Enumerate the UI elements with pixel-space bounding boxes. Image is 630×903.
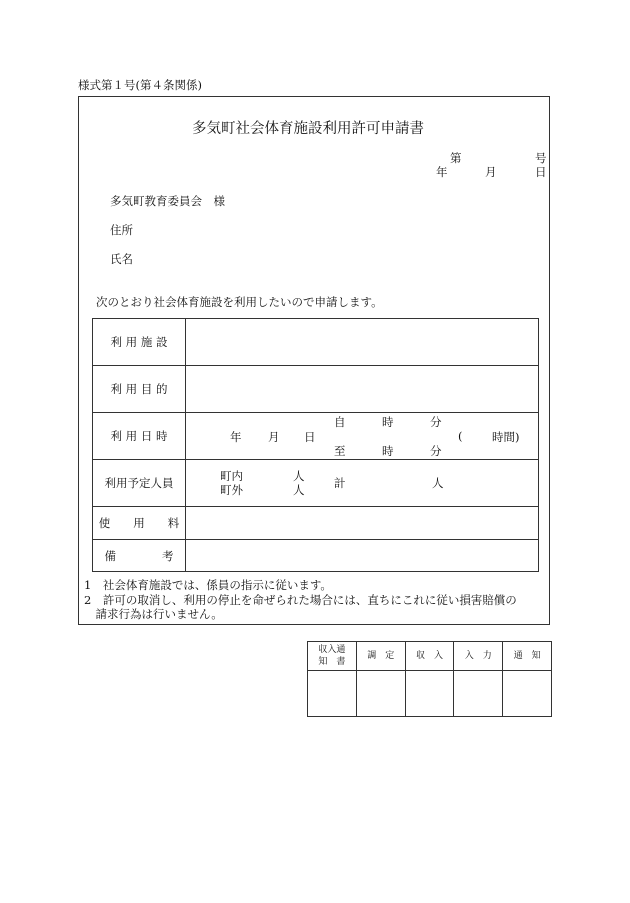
form-title: 多気町社会体育施設利用許可申請書 — [192, 121, 424, 137]
datetime-field[interactable] — [186, 413, 539, 460]
row-remarks — [93, 540, 539, 572]
stamp-header-entry: 入 力 — [454, 642, 503, 671]
row-purpose — [93, 366, 539, 413]
dt-paren-open: ( — [458, 429, 463, 443]
stamp-header-income: 収 入 — [405, 642, 454, 671]
purpose-field[interactable] — [186, 366, 539, 413]
dt-from-minute: 分 — [430, 415, 442, 429]
application-table — [92, 318, 539, 572]
date-day: 日 — [535, 165, 547, 179]
people-total-unit: 人 — [432, 476, 444, 490]
dt-year: 年 — [230, 430, 242, 444]
intro-text: 次のとおり社会体育施設を利用したいので申請します。 — [96, 295, 383, 309]
stamp-cell-entry[interactable] — [454, 671, 503, 717]
stamp-cell-income[interactable] — [405, 671, 454, 717]
dt-from-hour: 時 — [382, 415, 394, 429]
people-out-town: 町外 — [220, 483, 243, 497]
people-out-unit: 人 — [293, 483, 305, 497]
form-reference: 様式第１号(第４条関係) — [78, 78, 202, 92]
dt-from: 自 — [334, 415, 346, 429]
stamp-cell-notice[interactable] — [503, 671, 552, 717]
stamp-cell-receipt-notice[interactable] — [308, 671, 357, 717]
fee-field[interactable] — [186, 507, 539, 540]
row-facility — [93, 319, 539, 366]
people-field[interactable] — [186, 460, 539, 507]
dt-month: 月 — [268, 430, 280, 444]
dt-to-hour: 時 — [382, 444, 394, 458]
addressee: 多気町教育委員会 様 — [110, 194, 225, 208]
note-2: 2 許可の取消し、利用の停止を命ぜられた場合には、直ちにこれに従い損害賠償の — [84, 593, 517, 607]
people-label: 利用予定人員 — [93, 460, 186, 507]
people-in-unit: 人 — [293, 469, 305, 483]
stamp-header-assessment: 調 定 — [356, 642, 405, 671]
facility-field[interactable] — [186, 319, 539, 366]
name-label: 氏名 — [110, 252, 133, 266]
date-year: 年 — [436, 165, 448, 179]
row-people — [93, 460, 539, 507]
note-3: 請求行為は行いません。 — [84, 607, 223, 621]
people-total-label: 計 — [334, 476, 346, 490]
office-stamp-table — [307, 641, 552, 717]
dt-hours-close: 時間) — [492, 430, 520, 444]
number-go: 号 — [535, 151, 547, 165]
remarks-field[interactable] — [186, 540, 539, 572]
date-month: 月 — [485, 165, 497, 179]
dt-day: 日 — [304, 430, 316, 444]
dt-to: 至 — [334, 444, 346, 458]
people-in-town: 町内 — [220, 469, 243, 483]
purpose-label: 利 用 目 的 — [93, 366, 186, 413]
facility-label: 利 用 施 設 — [93, 319, 186, 366]
note-1: 1 社会体育施設では、係員の指示に従います。 — [84, 578, 332, 592]
stamp-header-receipt-notice: 収入通 知 書 — [308, 642, 357, 671]
datetime-label: 利 用 日 時 — [93, 413, 186, 460]
row-datetime — [93, 413, 539, 460]
remarks-label: 備 考 — [93, 540, 186, 572]
number-dai: 第 — [450, 151, 462, 165]
stamp-header-notice: 通 知 — [503, 642, 552, 671]
row-fee — [93, 507, 539, 540]
address-label: 住所 — [110, 223, 133, 237]
fee-label: 使 用 料 — [93, 507, 186, 540]
dt-to-minute: 分 — [430, 444, 442, 458]
stamp-cell-assessment[interactable] — [356, 671, 405, 717]
